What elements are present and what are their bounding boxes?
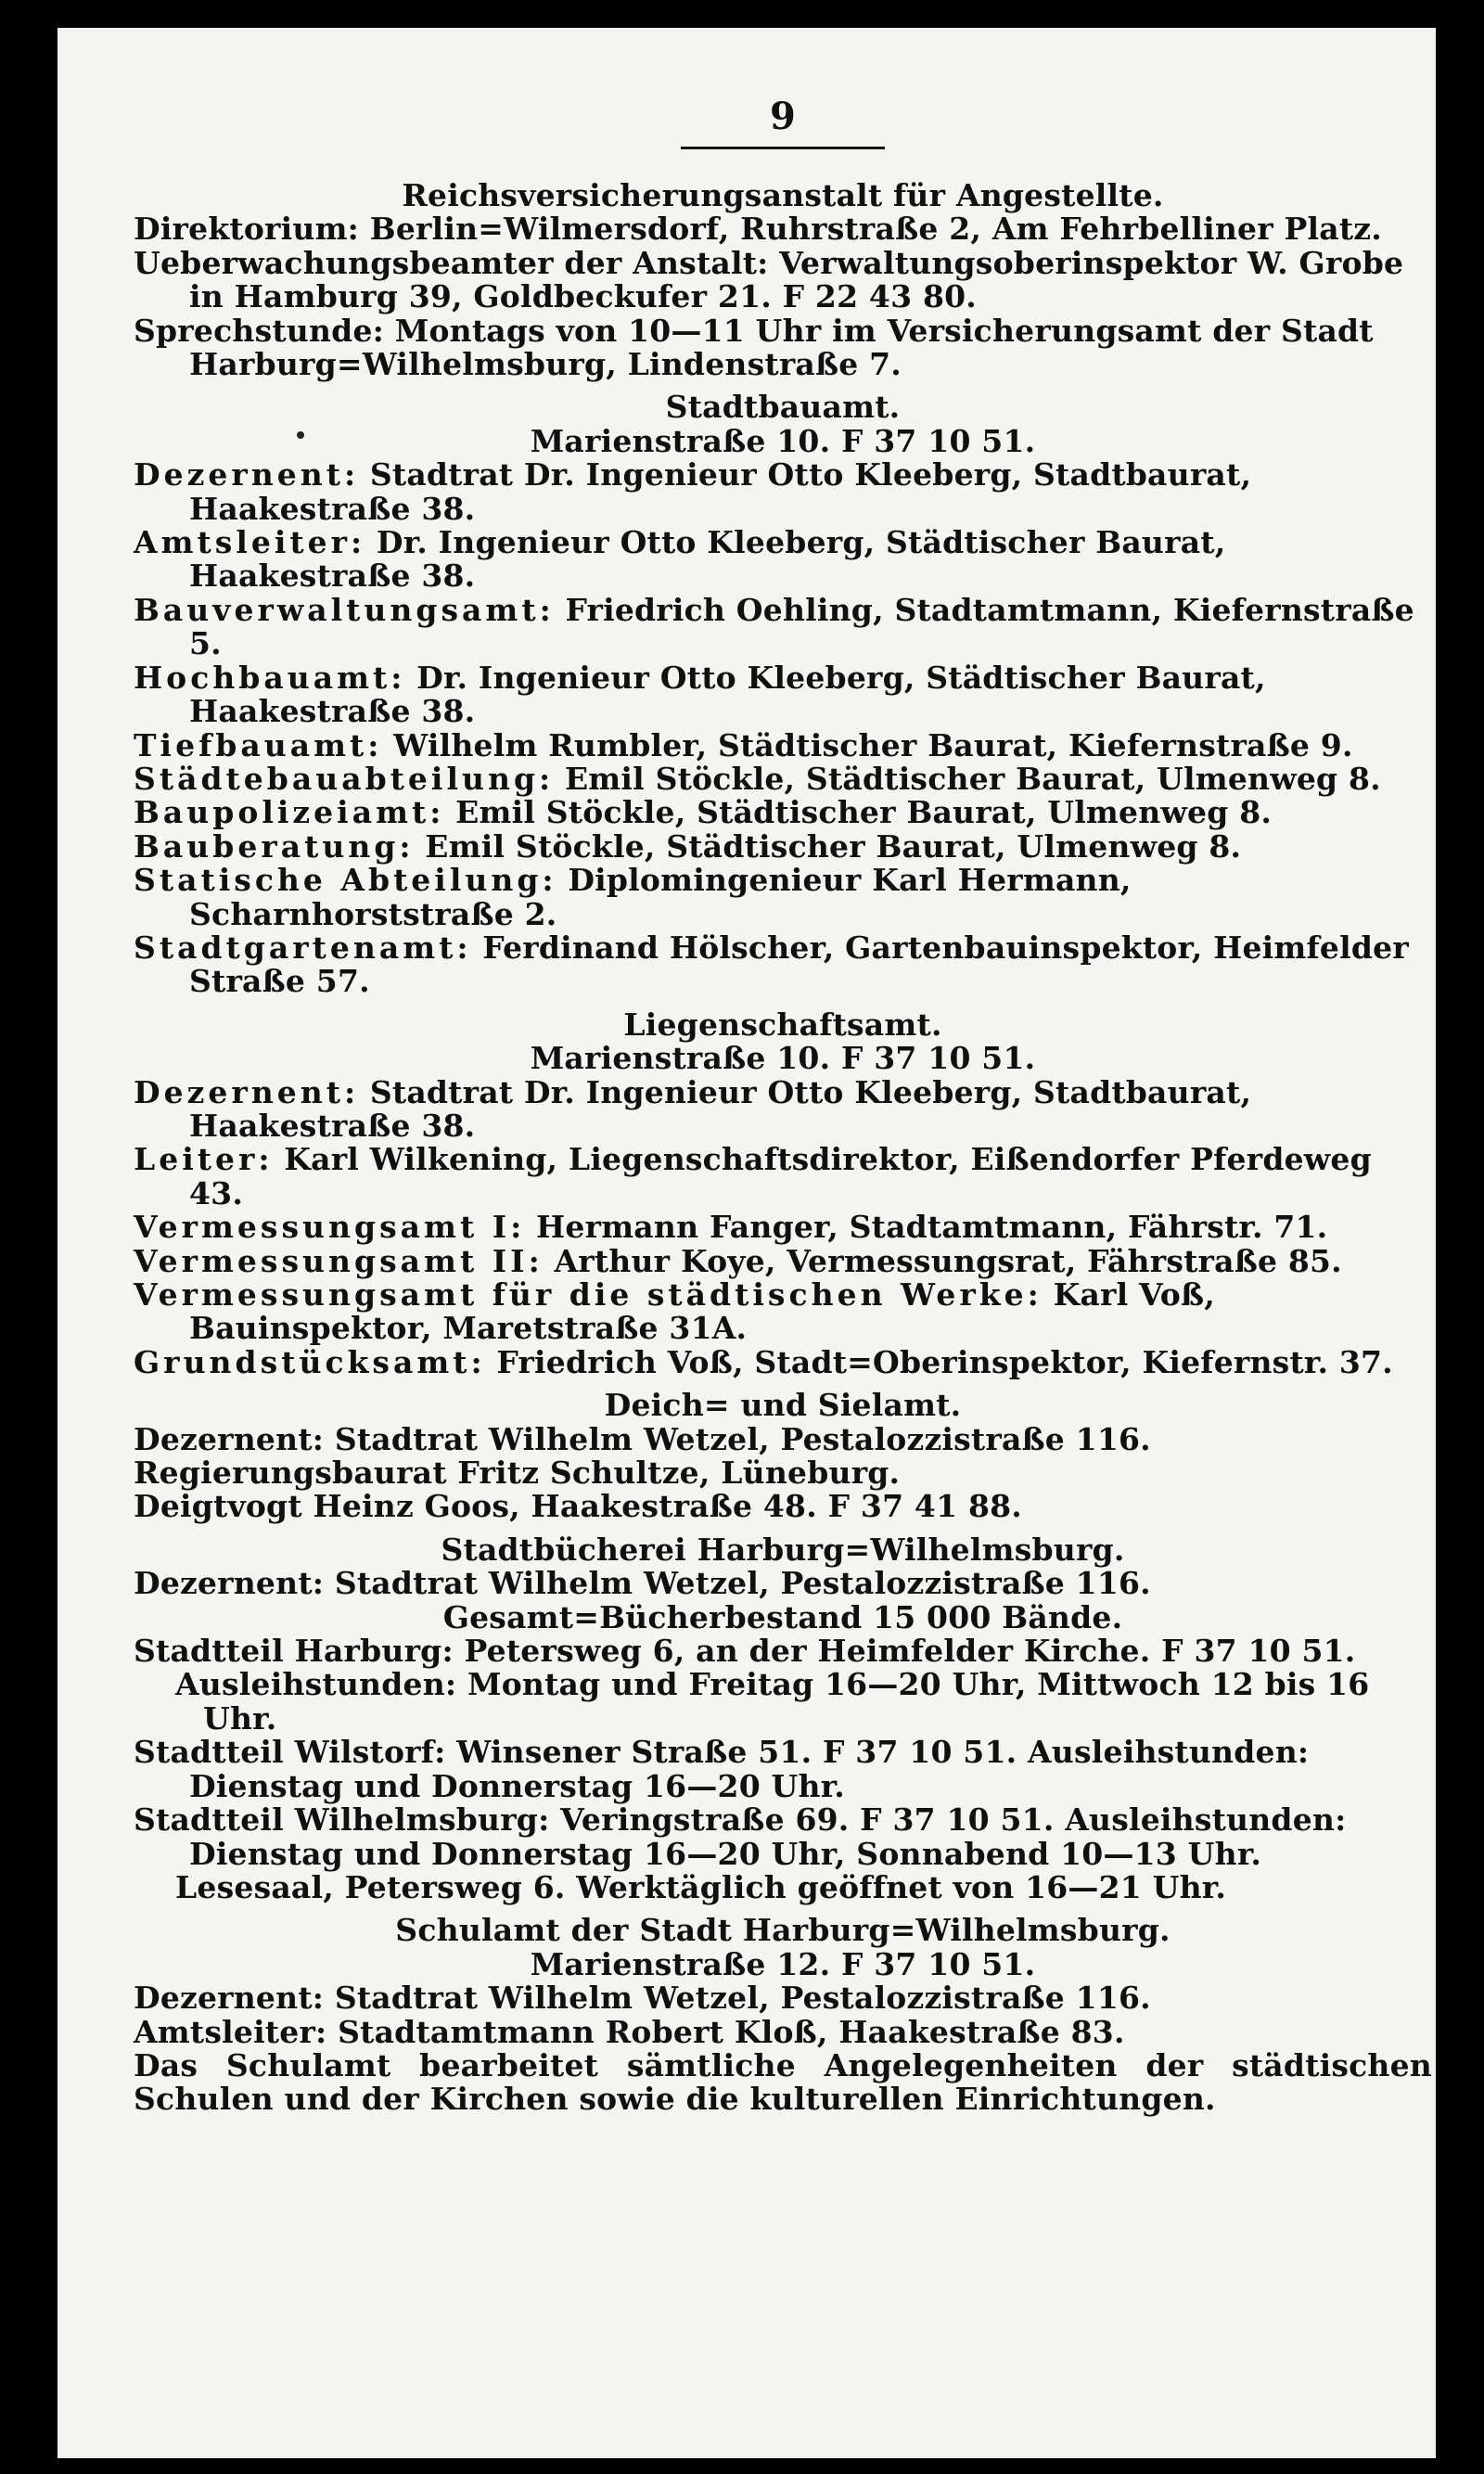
page-number: 9 bbox=[769, 95, 797, 138]
entry-line: Direktorium: Berlin=Wilmersdorf, Ruhrstraße 2, Am Fehrbelliner Platz. bbox=[134, 211, 1382, 248]
section-address: Marienstraße 10. F 37 10 51. bbox=[530, 1040, 1036, 1077]
section-heading-stadtbuecherei: Stadtbücherei Harburg=Wilhelmsburg. bbox=[441, 1531, 1125, 1568]
entry-label: Städtebauabteilung: bbox=[134, 760, 555, 797]
entry-label: Leiter: bbox=[134, 1141, 274, 1178]
branch-detail: Lesesaal, Petersweg 6. Werktäglich geöffnet von 16—21 Uhr. bbox=[175, 1868, 1227, 1905]
section-address: Marienstraße 12. F 37 10 51. bbox=[530, 1945, 1036, 1982]
section-heading-liegenschaftsamt: Liegenschaftsamt. bbox=[623, 1006, 942, 1043]
page-content bbox=[134, 91, 1432, 2117]
section-heading-deich-und-sielamt: Deich= und Sielamt. bbox=[604, 1387, 962, 1424]
entry-line: Amtsleiter: Stadtamtmann Robert Kloß, Haakestraße 83. bbox=[134, 2013, 1125, 2050]
entry-line: Vermessungsamt für die städtischen Werke: Karl Voß, Bauinspektor, Maretstraße 31A. bbox=[134, 1276, 1215, 1347]
branch-line: Stadtteil Harburg: Petersweg 6, an der Heimfelder Kirche. F 37 10 51. bbox=[134, 1633, 1356, 1670]
entry-line: Sprechstunde: Montags von 10—11 Uhr im Versicherungsamt der Stadt Harburg=Wilhelmsburg, Lindenstraße 7. bbox=[134, 312, 1374, 383]
entry-line: Bauverwaltungsamt: Friedrich Oehling, Stadtamtmann, Kiefernstraße 5. bbox=[134, 591, 1414, 662]
entry-line: Städtebauabteilung: Emil Stöckle, Städtischer Baurat, Ulmenweg 8. bbox=[134, 760, 1381, 797]
entry-label: Bauverwaltungsamt: bbox=[134, 591, 555, 628]
entry-label: Amtsleiter: bbox=[134, 524, 366, 561]
section-heading-schulamt: Schulamt der Stadt Harburg=Wilhelmsburg. bbox=[395, 1912, 1171, 1949]
entry-line: Dezernent: Stadtrat Dr. Ingenieur Otto Kleeberg, Stadtbaurat, Haakestraße 38. bbox=[134, 1073, 1252, 1144]
entry-line: Hochbauamt: Dr. Ingenieur Otto Kleeberg, Städtischer Baurat, Haakestraße 38. bbox=[134, 659, 1266, 730]
entry-label: Dezernent: bbox=[134, 456, 360, 494]
entry-line: Tiefbauamt: Wilhelm Rumbler, Städtischer Baurat, Kiefernstraße 9. bbox=[134, 726, 1353, 763]
schulamt-paragraph: Das Schulamt bearbeitet sämtliche Angelegenheiten der städtischen Schulen und der Kirchen sowie die kulturellen Einrichtungen. bbox=[134, 2046, 1432, 2118]
branch-line: Stadtteil Wilhelmsburg: Veringstraße 69. F 37 10 51. Ausleihstunden: Dienstag und Donnerstag 16—20 Uhr, Sonnabend 10—13 Uhr. bbox=[134, 1801, 1347, 1872]
entry-line: Grundstücksamt: Friedrich Voß, Stadt=Oberinspektor, Kiefernstr. 37. bbox=[134, 1343, 1393, 1380]
entry-label: Dezernent: bbox=[134, 1073, 360, 1110]
entry-line: Regierungsbaurat Fritz Schultze, Lüneburg. bbox=[134, 1455, 901, 1492]
entry-label: Grundstücksamt: bbox=[134, 1343, 486, 1380]
entry-label: Statische Abteilung: bbox=[134, 862, 557, 899]
section-address: Marienstraße 10. F 37 10 51. bbox=[530, 422, 1036, 459]
entry-line: Leiter: Karl Wilkening, Liegenschaftsdirektor, Eißendorfer Pferdeweg 43. bbox=[134, 1141, 1372, 1211]
entry-label: Tiefbauamt: bbox=[134, 726, 383, 763]
entry-line: Dezernent: Stadtrat Wilhelm Wetzel, Pestalozzistraße 116. bbox=[134, 1420, 1151, 1457]
entry-line: Ueberwachungsbeamter der Anstalt: Verwaltungsoberinspektor W. Grobe in Hamburg 39, Goldbeckufer 21. F 22 43 80. bbox=[134, 244, 1404, 315]
branch-line: Stadtteil Wilstorf: Winsener Straße 51. F 37 10 51. Ausleihstunden: Dienstag und Donnerstag 16—20 Uhr. bbox=[134, 1734, 1310, 1804]
entry-label: Bauberatung: bbox=[134, 827, 415, 865]
entry-line: Dezernent: Stadtrat Wilhelm Wetzel, Pestalozzistraße 116. bbox=[134, 1980, 1151, 2017]
entry-line: Vermessungsamt II: Arthur Koye, Vermessungsrat, Fährstraße 85. bbox=[134, 1242, 1342, 1279]
entry-line: Deigtvogt Heinz Goos, Haakestraße 48. F 37 41 88. bbox=[134, 1488, 1022, 1525]
document-page bbox=[58, 28, 1436, 2458]
entry-line: Stadtgartenamt: Ferdinand Hölscher, Gartenbauinspektor, Heimfelder Straße 57. bbox=[134, 929, 1409, 1000]
header-rule bbox=[681, 147, 885, 149]
entry-line: Statische Abteilung: Diplomingenieur Karl Hermann, Scharnhorststraße 2. bbox=[134, 862, 1132, 932]
entry-label: Vermessungsamt II: bbox=[134, 1242, 544, 1279]
section-heading-stadtbauamt: Stadtbauamt. bbox=[665, 389, 901, 426]
entry-line: Amtsleiter: Dr. Ingenieur Otto Kleeberg, Städtischer Baurat, Haakestraße 38. bbox=[134, 524, 1226, 595]
entry-line: Dezernent: Stadtrat Wilhelm Wetzel, Pestalozzistraße 116. bbox=[134, 1565, 1151, 1602]
branch-detail: Ausleihstunden: Montag und Freitag 16—20 Uhr, Mittwoch 12 bis 16 Uhr. bbox=[175, 1666, 1370, 1737]
entry-line: Bauberatung: Emil Stöckle, Städtischer Baurat, Ulmenweg 8. bbox=[134, 827, 1242, 865]
entry-line: Dezernent: Stadtrat Dr. Ingenieur Otto Kleeberg, Stadtbaurat, Haakestraße 38. bbox=[134, 456, 1252, 527]
section-heading-reichsversicherungsanstalt: Reichsversicherungsanstalt für Angestellte. bbox=[402, 177, 1164, 213]
entry-label: Baupolizeiamt: bbox=[134, 794, 445, 831]
entry-line: Vermessungsamt I: Hermann Fanger, Stadtamtmann, Fährstr. 71. bbox=[134, 1209, 1328, 1246]
entry-label: Hochbauamt: bbox=[134, 659, 406, 696]
entry-label: Stadtgartenamt: bbox=[134, 929, 472, 966]
book-stock: Gesamt=Bücherbestand 15 000 Bände. bbox=[442, 1598, 1123, 1635]
entry-label: Vermessungsamt für die städtischen Werke: bbox=[134, 1276, 1043, 1313]
entry-label: Vermessungsamt I: bbox=[134, 1209, 526, 1246]
entry-line: Baupolizeiamt: Emil Stöckle, Städtischer Baurat, Ulmenweg 8. bbox=[134, 794, 1273, 831]
